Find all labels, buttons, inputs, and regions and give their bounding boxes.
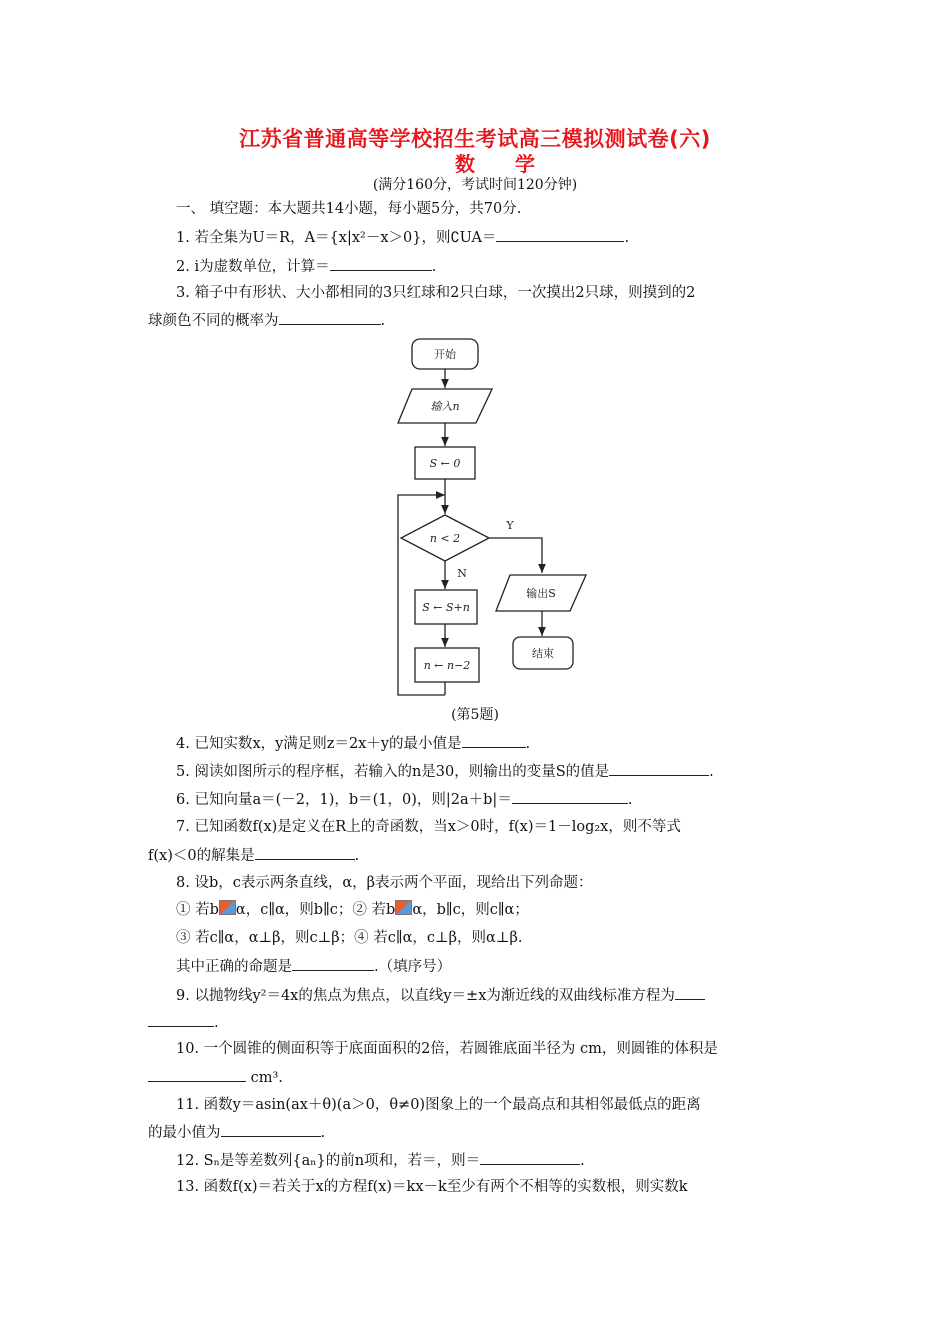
question-4-text: 4. 已知实数x，y满足则z＝2x＋y的最小值是 [176, 736, 462, 752]
question-6-text: 6. 已知向量a＝(－2，1)，b＝(1，0)，则|2a＋b|＝ [176, 792, 512, 808]
question-12 [176, 1150, 585, 1171]
q8-part: .（填序号） [374, 959, 452, 975]
period: . [320, 1125, 326, 1141]
answer-blank[interactable] [221, 1122, 321, 1137]
question-3-line-1: 3. 箱子中有形状、大小都相同的3只红球和2只白球，一次摸出2只球，则摸到的2 [176, 285, 696, 301]
question-5 [176, 761, 714, 782]
answer-blank[interactable] [462, 733, 526, 748]
flow-input-label: 输入n [430, 400, 460, 413]
answer-blank[interactable] [330, 256, 432, 271]
answer-blank[interactable] [255, 845, 355, 860]
answer-blank[interactable] [609, 761, 709, 776]
broken-image-icon [395, 900, 412, 915]
question-2-text: 2. i为虚数单位，计算＝ [176, 259, 330, 275]
flow-step2-label: n ← n−2 [423, 659, 471, 672]
flow-condition-label: n < 2 [429, 532, 461, 545]
period: . [580, 1153, 585, 1169]
flow-end-label: 结束 [532, 647, 554, 660]
question-2 [176, 256, 436, 277]
answer-blank[interactable] [512, 789, 628, 804]
flowchart [390, 333, 600, 703]
question-11-line-2 [148, 1122, 325, 1143]
question-12-text: 12. Sₙ是等差数列{aₙ}的前n项和，若＝，则＝ [176, 1153, 481, 1169]
question-9-line-2 [148, 1012, 219, 1033]
question-3-line-2 [148, 310, 385, 331]
period: . [624, 230, 630, 246]
question-8-line-4 [176, 956, 451, 977]
question-9-text: 9. 以抛物线y²＝4x的焦点为焦点，以直线y＝±x为渐近线的双曲线标准方程为 [176, 988, 675, 1004]
exam-info: (满分160分，考试时间120分钟) [372, 177, 578, 193]
broken-image-icon [219, 900, 236, 915]
period: . [627, 792, 633, 808]
question-7-text: f(x)＜0的解集是 [148, 848, 255, 864]
question-10-line-2 [148, 1067, 283, 1088]
unit: cm³. [250, 1070, 283, 1086]
flow-output-label: 输出S [526, 587, 556, 600]
section-heading: 一、 填空题：本大题共14小题，每小题5分，共70分. [176, 201, 522, 217]
q8-part: ① 若b [176, 902, 219, 918]
question-7-line-2 [148, 845, 359, 866]
answer-blank[interactable] [496, 227, 624, 242]
answer-blank[interactable] [480, 1150, 580, 1165]
period: . [709, 764, 714, 780]
flow-start-label: 开始 [434, 348, 456, 361]
question-8-line-3: ③ 若c∥α，α⊥β，则c⊥β；④ 若c∥α，c⊥β，则α⊥β. [176, 930, 523, 946]
period: . [431, 259, 437, 275]
period: . [380, 313, 386, 329]
question-5-text: 5. 阅读如图所示的程序框，若输入的n是30，则输出的变量S的值是 [176, 764, 610, 780]
period: . [214, 1015, 219, 1031]
period: . [525, 736, 531, 752]
answer-blank[interactable] [675, 985, 705, 1000]
question-8-line-2 [176, 900, 529, 920]
exam-title: 江苏省普通高等学校招生考试高三模拟测试卷(六) [239, 127, 711, 151]
flow-yes-label: Y [506, 519, 514, 532]
question-7-line-1: 7. 已知函数f(x)是定义在R上的奇函数，当x＞0时，f(x)＝1－log₂x，则不等式 [176, 819, 681, 835]
question-11-text: 的最小值为 [148, 1125, 221, 1141]
question-1 [176, 227, 629, 248]
figure-caption: (第5题) [451, 707, 499, 723]
question-4 [176, 733, 530, 754]
q8-part: α，b∥c，则c∥α； [412, 902, 529, 918]
flow-init-label: S ← 0 [429, 457, 461, 470]
question-10-line-1: 10. 一个圆锥的侧面积等于底面面积的2倍，若圆锥底面半径为 cm，则圆锥的体积是 [176, 1041, 718, 1057]
answer-blank[interactable] [279, 310, 381, 325]
subject-title: 数学 [455, 152, 575, 176]
question-9-line-1 [176, 985, 705, 1006]
period: . [354, 848, 360, 864]
flow-no-label: N [457, 567, 467, 580]
question-6 [176, 789, 632, 810]
answer-blank[interactable] [148, 1012, 214, 1027]
question-1-text: 1. 若全集为U＝R，A＝{x|x²－x＞0}，则∁UA＝ [176, 230, 497, 246]
question-13: 13. 函数f(x)＝若关于x的方程f(x)＝kx－k至少有两个不相等的实数根，则实数k [176, 1179, 688, 1195]
q8-part: 其中正确的命题是 [176, 959, 292, 975]
answer-blank[interactable] [148, 1067, 246, 1082]
question-8-line-1: 8. 设b，c表示两条直线，α，β表示两个平面，现给出下列命题： [176, 875, 593, 891]
flow-step1-label: S ← S+n [422, 601, 470, 614]
question-11-line-1: 11. 函数y＝asin(ax＋θ)(a＞0，θ≠0)图象上的一个最高点和其相邻最低点的距离 [176, 1097, 701, 1113]
answer-blank[interactable] [292, 956, 374, 971]
q8-part: α，c∥α，则b∥c；② 若b [235, 902, 396, 918]
question-3-text: 球颜色不同的概率为 [148, 313, 279, 329]
